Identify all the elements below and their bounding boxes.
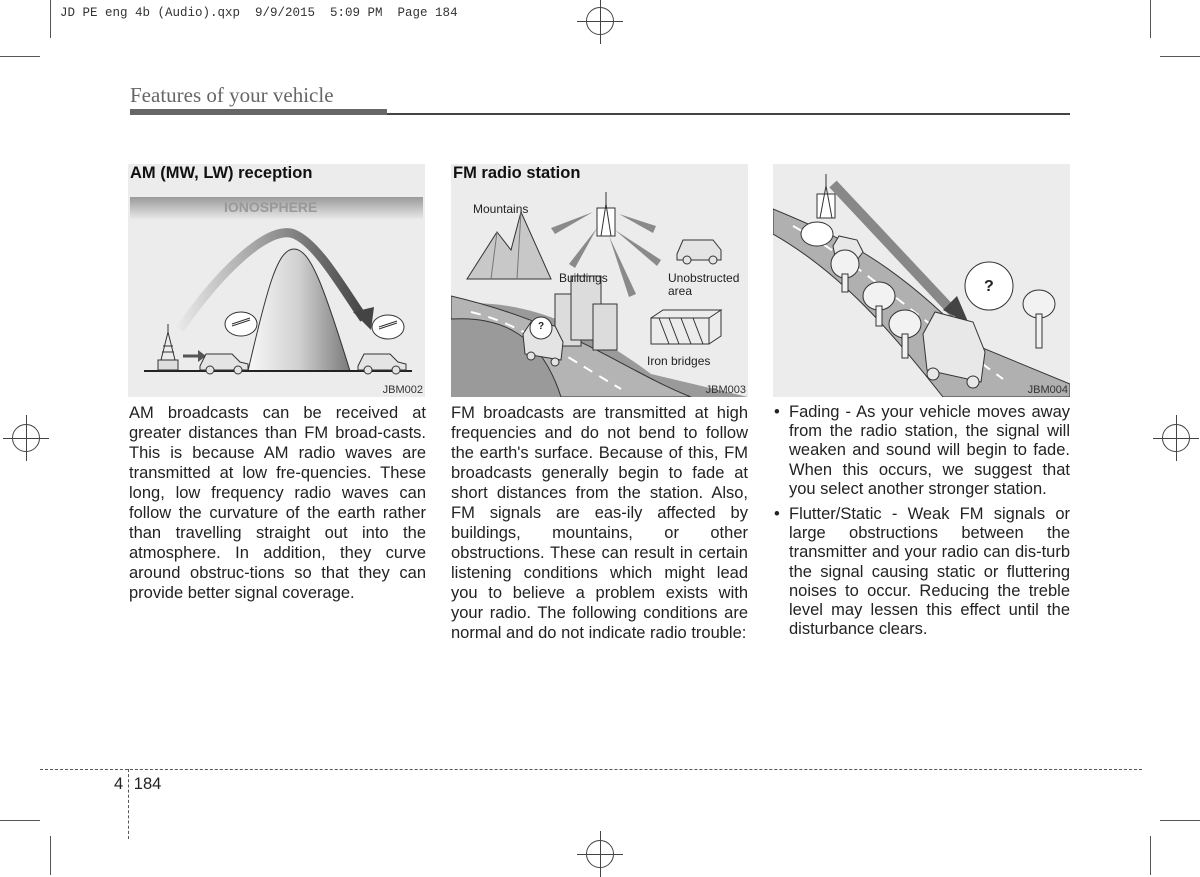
- am-paragraph: AM broadcasts can be received at greater distances than FM broad-casts. This is because AM radio waves are transmitted at low fre-quencies. These long, low frequency radio waves can follow the curvature of the earth rather than travelling straight out into the atmosphere. In addition, they curve around obstruc-tions so that they can provide better signal coverage.: [129, 404, 426, 602]
- page-number: [114, 775, 161, 794]
- am-reception-figure: [128, 164, 425, 397]
- crop-mark: [50, 0, 51, 38]
- question-mark: ?: [538, 321, 545, 332]
- buildings-label: Buildings: [559, 271, 608, 285]
- list-item: • Fading - As your vehicle moves away from the radio station, the signal will weaken and sound will begin to fade. When this occurs, we suggest that you select another stronger station.: [772, 403, 1070, 499]
- crop-mark: [1160, 820, 1200, 821]
- fm-station-figure: [451, 164, 748, 397]
- area-label: area: [668, 284, 693, 298]
- figure-title: FM radio station: [453, 164, 581, 182]
- crop-mark: [1150, 836, 1151, 875]
- registration-mark-icon: [586, 7, 614, 35]
- ionosphere-label: IONOSPHERE: [224, 199, 318, 215]
- chapter-number: 4: [114, 775, 124, 793]
- figure-title: AM (MW, LW) reception: [130, 164, 313, 182]
- figure-code: JBM003: [705, 384, 746, 396]
- registration-mark-icon: [1162, 424, 1190, 452]
- fm-paragraph: FM broadcasts are transmitted at high frequencies and do not bend to follow the earth's surface. Because of this, FM broadcasts generally begin to fade at short distances from the station. Also, FM signals are eas-ily affected by buildings, mountains, or other obstructions. These can result in certain listening conditions which might lead you to believe a problem exists with your radio. The following conditions are normal and do not indicate radio trouble:: [451, 404, 748, 642]
- list-item: • Flutter/Static - Weak FM signals or large obstructions between the transmitter and your radio can dis-turb the signal causing static or fluttering noises to occur. Reducing the treble level may lessen this effect until the disturbance clears.: [772, 505, 1070, 639]
- fading-figure: [773, 164, 1070, 397]
- crop-mark: [0, 56, 40, 57]
- crop-mark: [0, 820, 40, 821]
- crop-mark: [1150, 0, 1151, 38]
- crop-mark: [50, 836, 51, 875]
- section-title: Features of your vehicle: [130, 83, 334, 107]
- fading-illustration: [773, 164, 1070, 397]
- unobstructed-label: Unobstructed: [668, 271, 740, 285]
- crop-mark: [1160, 56, 1200, 57]
- iron-bridges-label: Iron bridges: [647, 354, 711, 368]
- registration-mark-icon: [586, 840, 614, 868]
- footer-divider: [40, 769, 1142, 770]
- mountains-label: Mountains: [473, 202, 529, 216]
- question-mark: ?: [984, 278, 994, 295]
- figure-code: JBM002: [382, 384, 423, 396]
- page-number-value: 184: [133, 775, 162, 793]
- conditions-list: [772, 403, 1070, 645]
- figure-code: JBM004: [1027, 384, 1068, 396]
- header-rule-accent: [130, 109, 387, 115]
- registration-mark-icon: [12, 424, 40, 452]
- print-slug: JD PE eng 4b (Audio).qxp 9/9/2015 5:09 PM Page 184: [60, 6, 458, 20]
